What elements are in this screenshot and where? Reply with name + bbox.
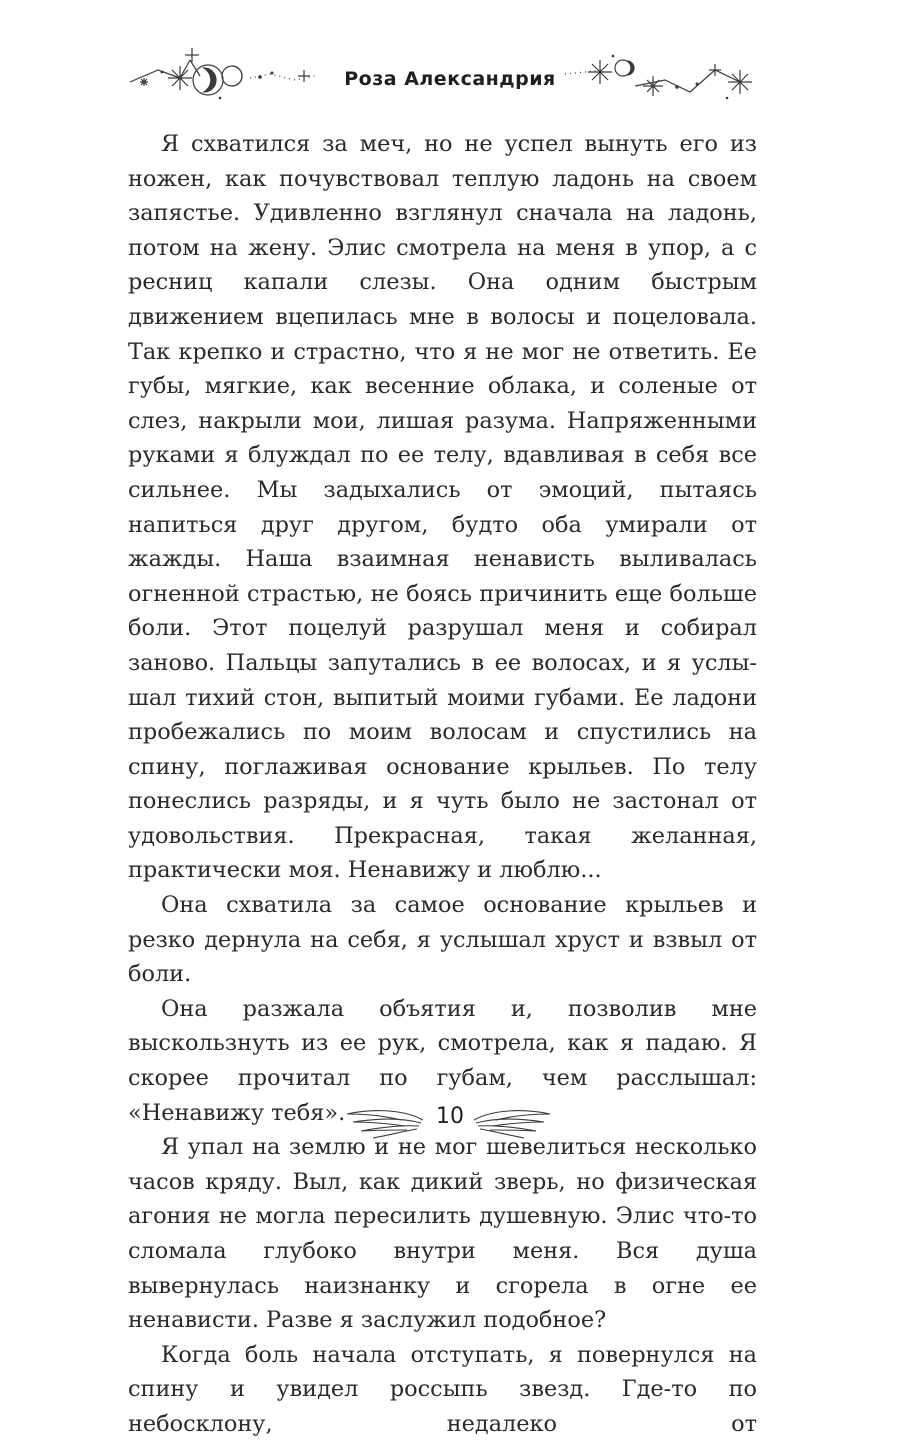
paragraph: Я упал на землю и не мог шевелиться несколько часов кряду. Выл, как дикий зверь, но физическая агония не могла пересилить душевную. Элис что-то сломала глубоко внутри меня. Вся душа вывернулась наизнанку и сгорела в огне ее ненависти. Разве я заслужил подобное? [128,1134,757,1334]
running-head: Роза Александрия [344,68,556,90]
body-text [128,127,757,1442]
paragraph: Она схватила за самое основание крыльев и резко дернула на себя, я услышал хруст и взвыл от боли. [128,892,757,988]
paragraph: Когда боль начала отступать, я повернулся на спину и увидел россыпь звезд. Где-то по небосклону, недалеко от [128,1341,757,1437]
page-number: 10 [436,1104,464,1129]
paragraph: Она разжала объятия и, позволив мне выскользнуть из ее рук, смотрела, как я падаю. Я скорее прочитал по губам, чем расслышал: «Ненавижу тебя». [128,995,757,1126]
paragraph: Я схватился за меч, но не успел вынуть его из ножен, как почувствовал теплую ладонь на своем запястье. Удивленно взглянул сначала на ладонь, потом на жену. Элис смотрела на меня в упор, а с ресниц капали слезы. Она одним быстрым движением вцепилась мне в волосы и поцеловала. Так крепко и страстно, что я не мог не ответить. Ее губы, мягкие, как весенние облака, и соленые от слез, накрыли мои, лишая разума. Напряженными руками я блуждал по ее телу, вдавливая в себя все сильнее. Мы задыхались от эмоций, пытаясь напиться друг другом, будто оба умирали от жажды. Наша взаимная ненависть выливалась огненной страстью, не боясь причинить еще больше боли. Этот поцелуй разрушал меня и собирал заново. Пальцы запутались в ее волосах, и я услышал тихий стон, выпитый моими губами. Ее ладони пробежались по моим волосам и спустились на спину, поглаживая основание крыльев. По телу понеслись разряды, и я чуть было не застонал от удовольствия. Прекрасная, такая желанная, практически моя. Ненавижу и люблю... [128,131,757,884]
